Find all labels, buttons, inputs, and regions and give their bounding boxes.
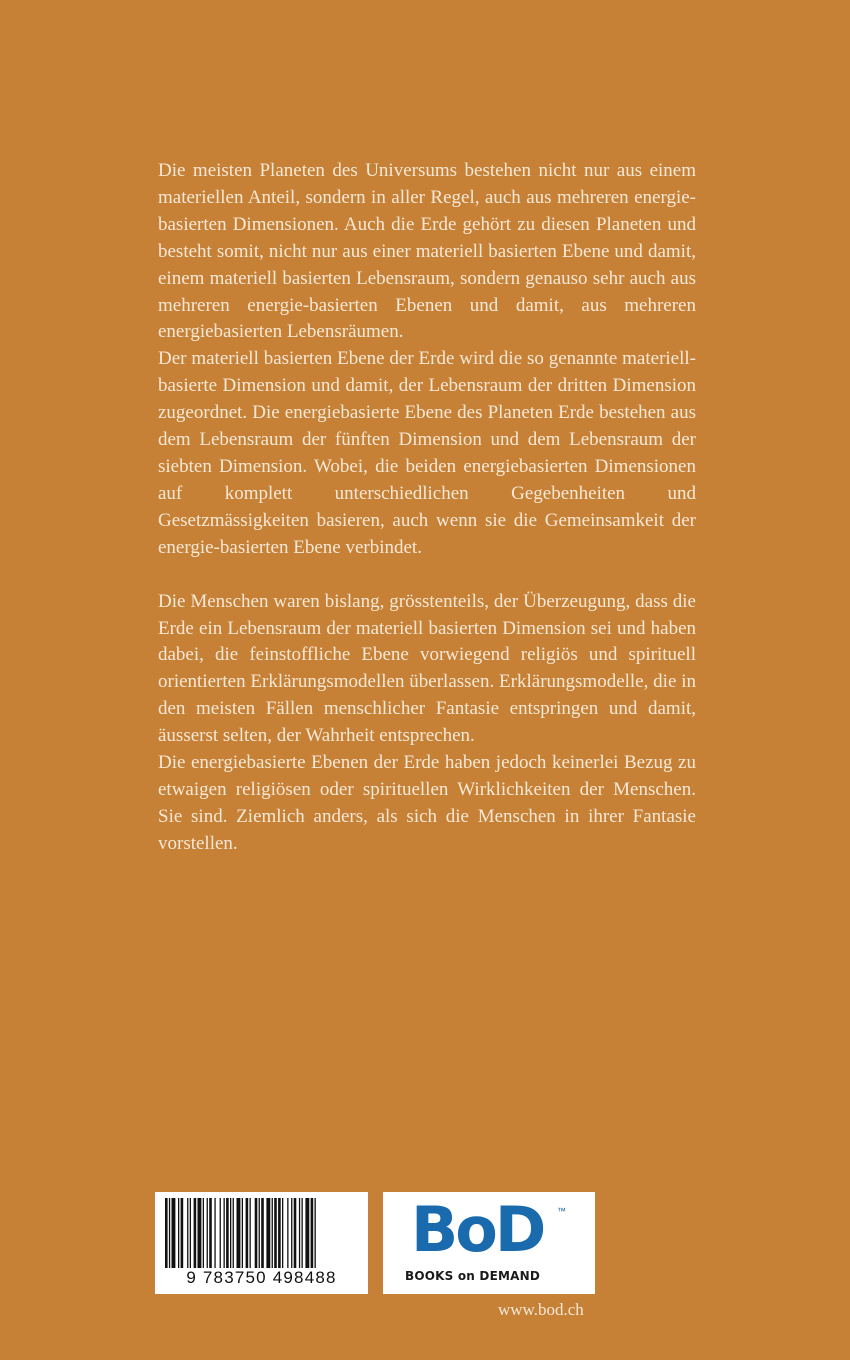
back-cover-text [158, 158, 696, 858]
barcode-bars [161, 1198, 362, 1270]
paragraph-3: Die Menschen waren bislang, grösstenteils, der Überzeugung, dass die Erde ein Lebensraum der materiell basierten Dimension sei und haben dabei, die feinstoffliche Ebene vorwiegend religiös und spirituell orientierten Erklärungsmodellen überlassen. Erklärungsmodelle, die in den meisten Fällen menschlicher Fantasie entspringen und damit, äusserst selten, der Wahrheit entsprechen. [158, 590, 696, 747]
bod-logo-mark: BoD [411, 1193, 544, 1266]
publisher-website: www.bod.ch [498, 1300, 584, 1319]
publisher-logo [383, 1192, 595, 1294]
paragraph-1: Die meisten Planeten des Universums bestehen nicht nur aus einem materiellen Anteil, sondern in aller Regel, auch aus mehreren energie-basierten Dimensionen. Auch die Erde gehört zu diesen Planeten und besteht somit, nicht nur aus einer materiell basierten Ebene und damit, einem materiell basierten Lebensraum, sondern genauso sehr auch aus mehreren energie-basierten Ebenen und damit, aus mehreren energiebasierten Lebensräumen. [158, 160, 696, 343]
publisher-tagline: BOOKS on DEMAND [405, 1269, 541, 1283]
isbn-barcode [155, 1192, 368, 1294]
trademark-symbol: ™ [557, 1206, 566, 1216]
paragraph-4: Die energiebasierte Ebenen der Erde haben jedoch keinerlei Bezug zu etwaigen religiösen oder spirituellen Wirklichkeiten der Menschen. Sie sind. Ziemlich anders, als sich die Menschen in ihrer Fantasie vorstellen. [158, 752, 696, 854]
paragraph-2: Der materiell basierten Ebene der Erde wird die so genannte materiell-basierte Dimension und damit, der Lebensraum der dritten Dimension zugeordnet. Die energiebasierte Ebene des Planeten Erde bestehen aus dem Lebensraum der fünften Dimension und dem Lebensraum der siebten Dimension. Wobei, die beiden energiebasierten Dimensionen auf komplett unterschiedlichen Gegebenheiten und Gesetzmässigkeiten basieren, auch wenn sie die Gemeinsamkeit der energie-basierten Ebene verbindet. [158, 348, 696, 558]
barcode-digits: 9 783750 498488 [186, 1268, 337, 1287]
